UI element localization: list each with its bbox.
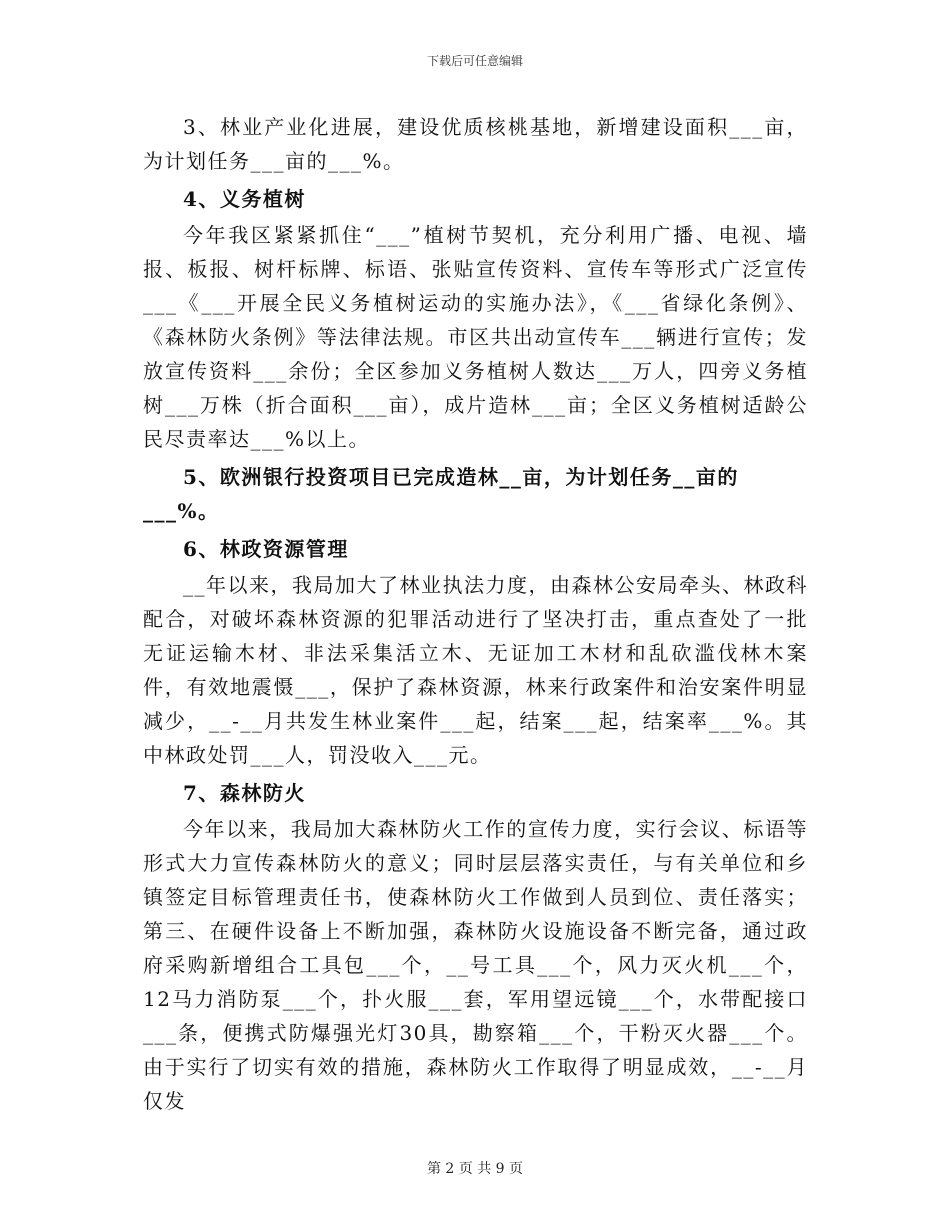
heading-forest-fire-prevention: 7、森林防火: [183, 781, 306, 805]
paragraph-forest-resource-management: __年以来，我局加大了林业执法力度，由森林公安局牵头、林政科配合，对破坏森林资源的犯罪活动进行了坚决打击，重点查处了一批无证运输木材、非法采集活立木、无证加工木材和乱砍滥伐林木案件，有效地震慑___，保护了森林资源，林来行政案件和治安案件明显减少，__-__月共发生林业案件___起，结案___起，结案率___%。其中林政处罚___人，罚没收入___元。: [143, 573, 808, 767]
document-body: [143, 110, 808, 1118]
page-header: 下载后可任意编辑: [426, 54, 523, 68]
paragraph-voluntary-tree-planting: 今年我区紧紧抓住“___”植树节契机，充分利用广播、电视、墙报、板报、树杆标牌、标语、张贴宣传资料、宣传车等形式广泛宣传___《___开展全民义务植树运动的实施办法》，《___省绿化条例》、《森林防火条例》等法律法规。市区共出动宣传车___辆进行宣传；发放宣传资料___余份；全区参加义务植树人数达___万人，四旁义务植树___万株（折合面积___亩），成片造林___亩；全区义务植树适龄公民尽责率达___%以上。: [143, 223, 808, 451]
paragraph-forest-fire-prevention: 今年以来，我局加大森林防火工作的宣传力度，实行会议、标语等形式大力宣传森林防火的意义；同时层层落实责任，与有关单位和乡镇签定目标管理责任书，使森林防火工作做到人员到位、责任落实；第三、在硬件设备上不断加强，森林防火设施设备不断完备，通过政府采购新增组合工具包___个，__号工具___个，风力灭火机___个，12马力消防泵___个，扑火服___套，军用望远镜___个，水带配接口___条，便携式防爆强光灯30具，勘察箱___个，干粉灭火器___个。由于实行了切实有效的措施，森林防火工作取得了明显成效，__-__月仅发: [143, 817, 808, 1113]
page-number: 第 2 页 共 9 页: [426, 1161, 524, 1177]
heading-european-bank-project: 5、欧洲银行投资项目已完成造林__亩，为计划任务__亩的___%。: [143, 465, 739, 523]
heading-voluntary-tree-planting: 4、义务植树: [183, 187, 306, 211]
heading-forest-resource-management: 6、林政资源管理: [183, 537, 349, 561]
paragraph-forestry-industrialization: 3、林业产业化进展，建设优质核桃基地，新增建设面积___亩，为计划任务___亩的___%。: [143, 115, 808, 173]
